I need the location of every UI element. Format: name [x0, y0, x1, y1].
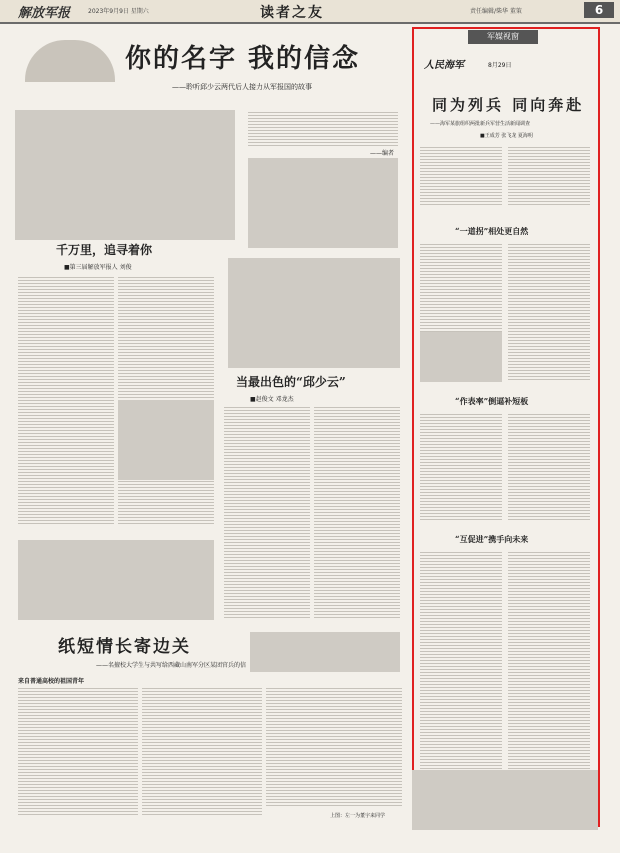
section-title: 读者之友	[260, 5, 324, 21]
editors: 责任编辑/柴华 董策	[470, 8, 522, 15]
story1-title: 千万里，追寻着你	[56, 243, 153, 257]
bottom-photo	[250, 632, 400, 672]
soldiers-photo	[15, 110, 235, 240]
navy-logo: 人民海军	[424, 60, 464, 71]
story1-photo	[118, 400, 214, 480]
panel-subhead-3: “互促进”携手向未来	[455, 534, 529, 544]
soldier-photo	[228, 258, 400, 368]
panel-sec2-col2	[508, 412, 590, 522]
flag-ornament	[25, 40, 115, 82]
dateline: 2023年9月9日 星期六	[88, 8, 149, 15]
logo-date: 8月29日	[488, 62, 512, 69]
panel-subtitle: ——海军某旅组织两批新兵军营生活新闻调查	[430, 121, 531, 127]
bottom-col2	[142, 686, 262, 816]
story1-col1	[18, 275, 114, 525]
panel-title: 同为列兵 同向奔赴	[432, 96, 585, 114]
story2-title: 当最出色的“邱少云”	[236, 375, 346, 389]
bottom-subtitle: ——名擅校大学生与共写给西藏山南军分区某团官兵的信	[96, 662, 247, 669]
story2-col1	[224, 405, 310, 620]
bottom-col3	[266, 686, 402, 806]
bottom-note: 来自普通高校的祖国青年	[18, 678, 85, 685]
panel-sec1-col1	[420, 242, 502, 332]
panel-subhead-2: “作表率”倒逼补短板	[455, 396, 529, 406]
panel-lead-col2	[508, 145, 590, 205]
panel-subhead-1: “一道拐”相处更自然	[455, 226, 529, 236]
main-title: 你的名字 我的信念	[125, 44, 361, 74]
bottom-credit: 上图：左一为董宇来同学	[330, 813, 386, 819]
panel-lead-col1	[420, 145, 502, 205]
panel-sec2-col1	[420, 412, 502, 522]
panel-tag: 军媒视窗	[468, 30, 538, 44]
main-subtitle: ——聆听邱少云两代后人接力从军报国的故事	[172, 83, 312, 91]
bottom-col1	[18, 686, 138, 816]
panel-photo-1	[420, 332, 502, 382]
masthead: 解放军报	[18, 6, 71, 21]
page-number: 6	[584, 2, 614, 18]
bottom-right-photo	[412, 770, 598, 830]
panel-sec1-col2	[508, 242, 590, 382]
building-photo	[18, 540, 214, 620]
story2-col2	[314, 405, 400, 620]
story2-byline: ■赵俊文 邓龙杰	[250, 396, 294, 403]
panel-authors: ■王成芳 张飞龙 夏海明	[480, 133, 533, 139]
intro-text	[248, 110, 398, 148]
story1-byline: ■第三届解放军报人 刘俊	[64, 264, 132, 271]
bottom-title: 纸短情长寄边关	[58, 637, 191, 657]
intro-byline: ——编者	[370, 150, 395, 157]
portrait-photo	[248, 158, 398, 248]
